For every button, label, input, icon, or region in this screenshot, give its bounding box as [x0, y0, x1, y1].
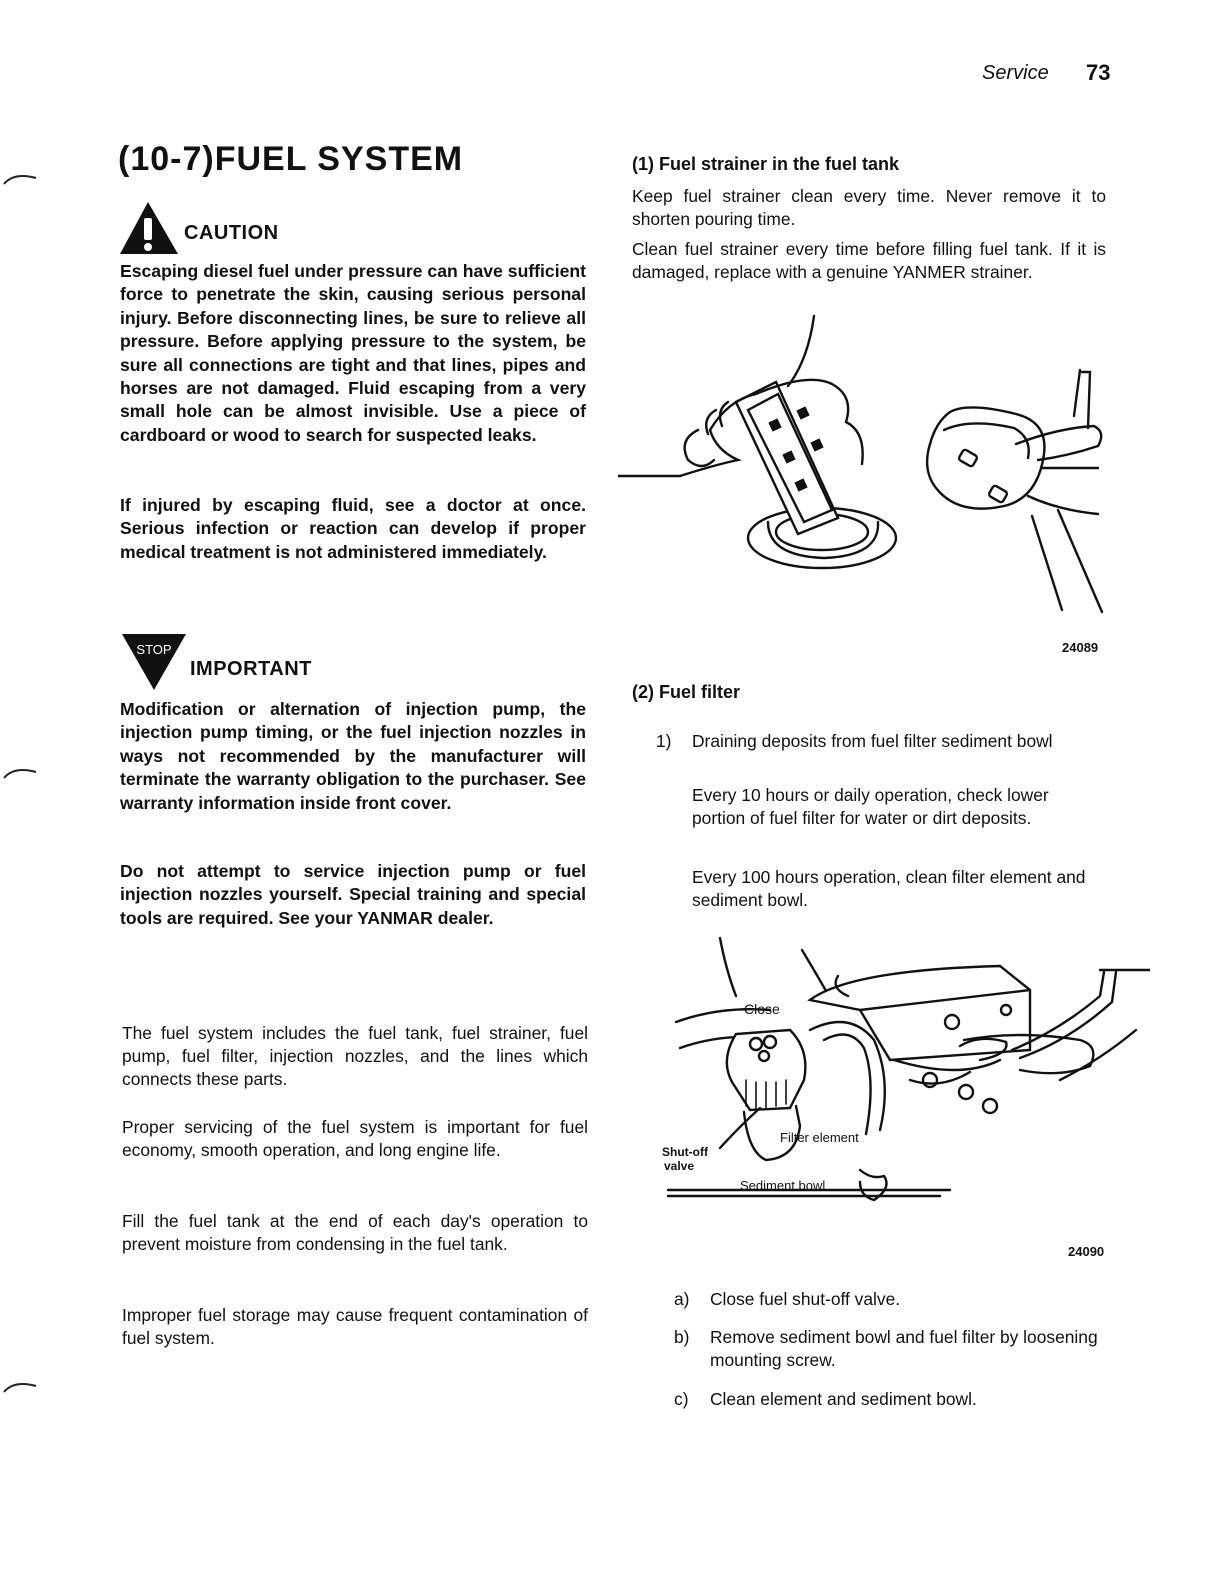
step-mark: b) [674, 1327, 690, 1347]
step-title: Draining deposits from fuel filter sediment bowl [692, 731, 1053, 751]
warning-triangle-icon [118, 200, 180, 256]
figure-number: 24089 [1062, 640, 1099, 655]
page-title: (10-7)FUEL SYSTEM [118, 140, 464, 178]
filter-heading: (2) Fuel filter [632, 682, 741, 702]
margin-mark [0, 762, 40, 782]
step-item [674, 1326, 1114, 1372]
shutoff-valve-label: Shut-off [662, 1145, 708, 1159]
caution-text: Escaping diesel fuel under pressure can have sufficient force to penetrate the skin, causing serious personal injury. Before disconnecting lines, be sure to relieve all pressure. Before applying pressure to the system, be sure all connections are tight and that lines, pipes and horses are not damaged. Fluid escaping from a very small hole can be almost invisible. Use a piece of cardboard or wood to search for suspected leaks. [120, 261, 586, 445]
body-paragraph: Fill the fuel tank at the end of each day's operation to prevent moisture from condensing in the fuel tank. [122, 1211, 588, 1255]
important-service-text: Do not attempt to service injection pump or fuel injection nozzles yourself. Special training and special tools are required. See your YANMAR dealer. [120, 861, 586, 928]
close-label: Close [744, 1001, 780, 1017]
important-label: IMPORTANT [190, 658, 312, 680]
important-text: Modification or alternation of injection pump, the injection pump timing, or the fuel injection nozzles in ways not recommended by the manufacturer will terminate the warranty obligation to the purchaser. See warranty information inside front cover. [120, 699, 586, 813]
strainer-paragraph: Keep fuel strainer clean every time. Never remove it to shorten pouring time. [632, 186, 1106, 230]
sediment-bowl-label: Sediment bowl [740, 1178, 826, 1193]
body-paragraph: Proper servicing of the fuel system is important for fuel economy, smooth operation, and long engine life. [122, 1117, 588, 1161]
caution-injury-text: If injured by escaping fluid, see a doctor at once. Serious infection or reaction can develop if proper medical treatment is not administered immediately. [120, 495, 586, 562]
fuel-filter-illustration [660, 930, 1150, 1210]
caution-label: CAUTION [184, 222, 279, 244]
body-paragraph: The fuel system includes the fuel tank, fuel strainer, fuel pump, fuel filter, injection nozzles, and the lines which connects these parts. [122, 1023, 588, 1090]
page-number: 73 [1086, 60, 1111, 85]
strainer-heading: (1) Fuel strainer in the fuel tank [632, 154, 900, 174]
step-text: Close fuel shut-off valve. [710, 1289, 901, 1309]
filter-paragraph: Every 100 hours operation, clean filter element and sediment bowl. [692, 867, 1086, 911]
step-item [674, 1288, 1114, 1311]
step-mark: a) [674, 1289, 690, 1309]
step-text: Clean element and sediment bowl. [710, 1389, 977, 1409]
running-header-section: Service [982, 62, 1049, 84]
shutoff-valve-label-line2: valve [664, 1159, 695, 1173]
stop-sign-text: STOP [136, 642, 172, 657]
body-paragraph: Improper fuel storage may cause frequent contamination of fuel system. [122, 1305, 588, 1349]
margin-mark [0, 1376, 40, 1396]
step-text: Remove sediment bowl and fuel filter by loosening mounting screw. [710, 1327, 1098, 1371]
filter-element-label: Filter element [780, 1130, 859, 1145]
stop-sign-icon [120, 630, 188, 692]
figure-number: 24090 [1068, 1244, 1105, 1259]
strainer-paragraph: Clean fuel strainer every time before filling fuel tank. If it is damaged, replace with a genuine YANMER strainer. [632, 239, 1106, 283]
step-number: 1) [656, 731, 672, 751]
step-mark: c) [674, 1389, 689, 1409]
margin-mark [0, 168, 40, 188]
step-item [674, 1388, 1114, 1411]
filter-step-1 [656, 730, 1108, 753]
fuel-strainer-illustration [618, 310, 1118, 630]
filter-paragraph: Every 10 hours or daily operation, check lower portion of fuel filter for water or dirt deposits. [692, 785, 1049, 829]
